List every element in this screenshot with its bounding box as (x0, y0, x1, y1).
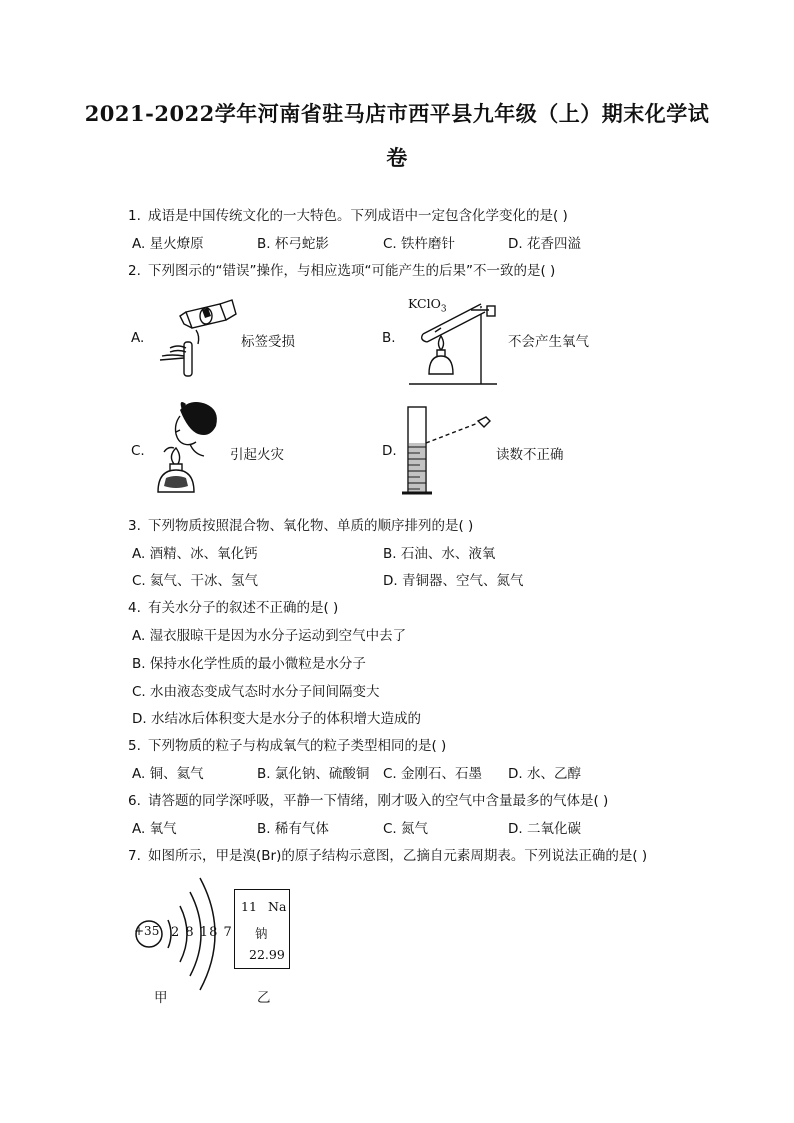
atom-diagram-label: 甲 (154, 990, 168, 1006)
q2-option-c: C. (131, 443, 145, 459)
periodic-table-cell (234, 889, 290, 969)
periodic-cell-label: 乙 (257, 990, 271, 1006)
q1-option-d: D. 花香四溢 (508, 236, 581, 252)
question-7 (128, 844, 647, 864)
q5-option-d: D. 水、乙醇 (508, 766, 581, 782)
q4-option-c: C. 水由液态变成气态时水分子间间隔变大 (132, 684, 380, 700)
q2-option-d: D. (382, 443, 397, 459)
q4-option-a: A. 湿衣服晾干是因为水分子运动到空气中去了 (132, 628, 407, 644)
q1-option-a: A. 星火燎原 (132, 236, 204, 252)
question-3 (128, 514, 473, 534)
q3-option-a: A. 酒精、冰、氧化钙 (132, 546, 258, 562)
q3-option-d: D. 青铜器、空气、氮气 (383, 573, 524, 589)
q1-option-b: B. 杯弓蛇影 (257, 236, 329, 252)
question-number: 5. (128, 738, 141, 754)
element-name: 钠 (255, 926, 268, 941)
question-1 (128, 204, 568, 224)
question-stem: 下列物质的粒子与构成氧气的粒子类型相同的是( ) (148, 738, 447, 754)
element-symbol: Na (268, 899, 287, 914)
question-stem: 下列图示的“错误”操作，与相应选项“可能产生的后果”不一致的是( ) (148, 263, 556, 279)
question-stem: 成语是中国传统文化的一大特色。下列成语中一定包含化学变化的是( ) (148, 208, 568, 224)
question-stem: 如图所示，甲是溴(Br)的原子结构示意图，乙摘自元素周期表。下列说法正确的是( ) (148, 848, 648, 864)
q2-caption-c: 引起火灾 (230, 447, 284, 463)
q5-option-c: C. 金刚石、石墨 (383, 766, 483, 782)
question-stem: 下列物质按照混合物、氧化物、单质的顺序排列的是( ) (148, 518, 474, 534)
element-atomic-number: 11 (241, 899, 257, 914)
atom-electron-shells: 2 8 18 7 (171, 925, 233, 940)
question-number: 3. (128, 518, 141, 534)
q2-caption-b: 不会产生氧气 (508, 334, 589, 350)
figure-blowing-lamp (150, 400, 230, 500)
question-5 (128, 734, 446, 754)
q6-option-a: A. 氧气 (132, 821, 177, 837)
q4-option-d: D. 水结冰后体积变大是水分子的体积增大造成的 (132, 711, 421, 727)
q3-option-c: C. 氦气、干冰、氢气 (132, 573, 259, 589)
q4-option-b: B. 保持水化学性质的最小微粒是水分子 (132, 656, 366, 672)
q6-option-c: C. 氮气 (383, 821, 429, 837)
element-atomic-mass: 22.99 (249, 947, 285, 962)
q5-option-b: B. 氯化钠、硫酸铜 (257, 766, 370, 782)
q5-option-a: A. 铜、氦气 (132, 766, 204, 782)
atom-nucleus-charge: +35 (134, 924, 160, 938)
q1-option-c: C. 铁杵磨针 (383, 236, 456, 252)
question-2 (128, 259, 555, 279)
q3-option-b: B. 石油、水、液氧 (383, 546, 496, 562)
question-number: 6. (128, 793, 141, 809)
figure-pouring-liquid (150, 290, 240, 380)
question-number: 2. (128, 263, 141, 279)
page-title-line1: 2021-2022学年河南省驻马店市西平县九年级（上）期末化学试 (84, 101, 710, 126)
q2-option-a: A. (131, 330, 145, 346)
question-6 (128, 789, 608, 809)
question-stem: 有关水分子的叙述不正确的是( ) (148, 600, 339, 616)
question-number: 7. (128, 848, 141, 864)
formula-subscript: 3 (440, 304, 447, 315)
figure-heating-test-tube (405, 292, 505, 387)
q6-option-d: D. 二氧化碳 (508, 821, 581, 837)
formula-text: KClO (408, 296, 441, 311)
question-number: 1. (128, 208, 141, 224)
q2-caption-d: 读数不正确 (496, 447, 564, 463)
page-title-line2: 卷 (386, 145, 408, 170)
figure-graduated-cylinder (400, 403, 500, 498)
q6-option-b: B. 稀有气体 (257, 821, 329, 837)
question-stem: 请答题的同学深呼吸，平静一下情绪，刚才吸入的空气中含量最多的气体是( ) (148, 793, 609, 809)
question-4 (128, 596, 338, 616)
question-number: 4. (128, 600, 141, 616)
q2-caption-a: 标签受损 (241, 334, 295, 350)
q2-option-b: B. (382, 330, 396, 346)
